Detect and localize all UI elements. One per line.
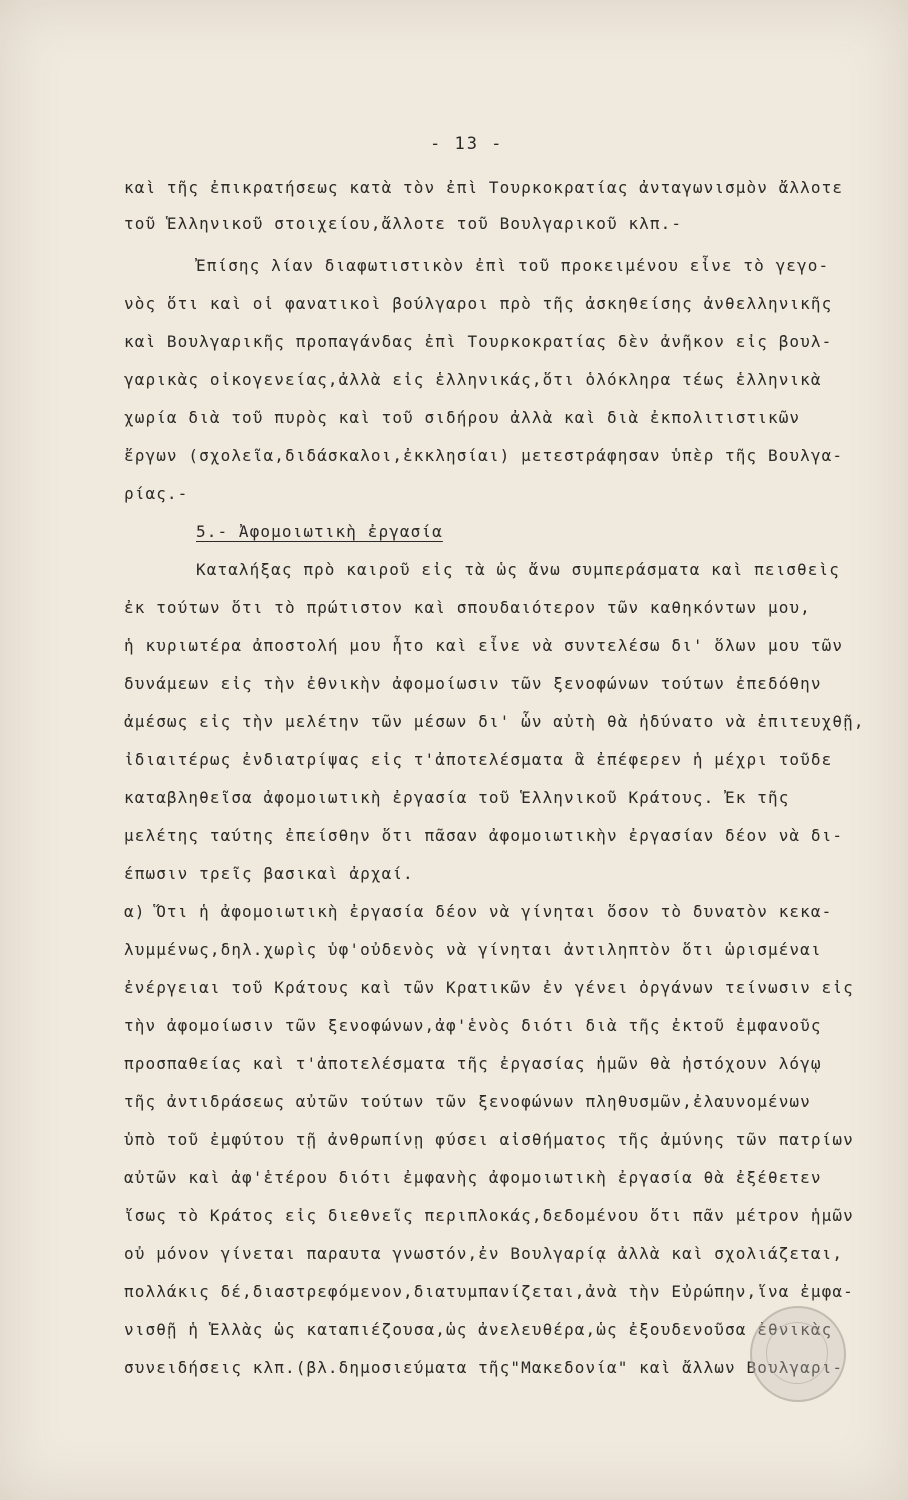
text-line: ἐνέργειαι τοῦ Κράτους καὶ τῶν Κρατικῶν ἐν γένει ὀργάνων τείνωσιν εἰς <box>124 978 854 997</box>
text-line: χωρία διὰ τοῦ πυρὸς καὶ τοῦ σιδήρου ἀλλὰ καὶ διὰ ἐκπολιτιστικῶν <box>124 408 801 427</box>
text-line: πολλάκις δέ,διαστρεφόμενον,διατυμπανίζεται,ἀνὰ τὴν Εὐρώπην,ἵνα ἐμφα- <box>124 1282 854 1301</box>
text-line: καταβληθεῖσα ἀφομοιωτικὴ ἐργασία τοῦ Ἑλληνικοῦ Κράτους. Ἐκ τῆς <box>124 788 790 807</box>
text-line: α) Ὅτι ἡ ἀφομοιωτικὴ ἐργασία δέον νὰ γίνηται ὅσον τὸ δυνατὸν κεκα- <box>124 902 833 921</box>
text-line: ἰδιαιτέρως ἐνδιατρίψας εἰς τ'ἀποτελέσματα ἃ ἐπέφερεν ἡ μέχρι τοῦδε <box>124 750 833 769</box>
section-heading: 5.- Ἀφομοιωτικὴ ἐργασία <box>196 522 443 541</box>
archive-stamp <box>750 1306 846 1402</box>
text-line: ρίας.- <box>124 484 189 503</box>
text-line: Καταλήξας πρὸ καιροῦ εἰς τὰ ὡς ἄνω συμπεράσματα καὶ πεισθεὶς <box>196 560 840 579</box>
text-line: αὐτῶν καὶ ἀφ'ἑτέρου διότι ἐμφανὴς ἀφομοιωτικὴ ἐργασία θὰ ἐξέθετεν <box>124 1168 822 1187</box>
text-line: Ἐπίσης λίαν διαφωτιστικὸν ἐπὶ τοῦ προκειμένου εἶνε τὸ γεγο- <box>196 256 830 275</box>
text-line: μελέτης ταύτης ἐπείσθην ὅτι πᾶσαν ἀφομοιωτικὴν ἐργασίαν δέον νὰ δι- <box>124 826 844 845</box>
text-line: καὶ Βουλγαρικῆς προπαγάνδας ἐπὶ Τουρκοκρατίας δὲν ἀνῆκον εἰς βουλ- <box>124 332 833 351</box>
page-number: - 13 - <box>430 134 504 154</box>
text-line: ἀμέσως εἰς τὴν μελέτην τῶν μέσων δι' ὧν αὐτὴ θὰ ἠδύνατο νὰ ἐπιτευχθῇ, <box>124 712 865 731</box>
text-line: έπωσιν τρεῖς βασικαὶ ἀρχαί. <box>124 864 414 883</box>
text-line: δυνάμεων εἰς τὴν ἐθνικὴν ἀφομοίωσιν τῶν ξενοφώνων τούτων ἐπεδόθην <box>124 674 822 693</box>
text-line: καὶ τῆς ἐπικρατήσεως κατὰ τὸν ἐπὶ Τουρκοκρατίας ἀνταγωνισμὸν ἄλλοτε <box>124 178 844 197</box>
text-line: ἡ κυριωτέρα ἀποστολή μου ἦτο καὶ εἶνε νὰ συντελέσω δι' ὅλων μου τῶν <box>124 636 844 655</box>
text-line: οὐ μόνον γίνεται παραυτα γνωστόν,ἐν Βουλγαρίᾳ ἀλλὰ καὶ σχολιάζεται, <box>124 1244 844 1263</box>
text-line: ἴσως τὸ Κράτος εἰς διεθνεῖς περιπλοκάς,δεδομένου ὅτι πᾶν μέτρον ἡμῶν <box>124 1206 854 1225</box>
text-line: ὑπὸ τοῦ ἐμφύτου τῇ ἀνθρωπίνῃ φύσει αἰσθήματος τῆς ἀμύνης τῶν πατρίων <box>124 1130 854 1149</box>
text-line: ἔργων (σχολεῖα,διδάσκαλοι,ἐκκλησίαι) μετεστράφησαν ὑπὲρ τῆς Βουλγα- <box>124 446 844 465</box>
text-line: λυμμένως,δηλ.χωρὶς ὑφ'οὐδενὸς νὰ γίνηται ἀντιληπτὸν ὅτι ὡρισμέναι <box>124 940 822 959</box>
text-line: τῆς ἀντιδράσεως αὐτῶν τούτων τῶν ξενοφώνων πληθυσμῶν,ἐλαυνομένων <box>124 1092 811 1111</box>
text-line: νισθῇ ἡ Ἑλλὰς ὡς καταπιέζουσα,ὡς ἀνελευθέρα,ὡς ἐξουδενοῦσα ἐθνικὰς <box>124 1320 833 1339</box>
text-line: γαρικὰς οἰκογενείας,ἀλλὰ εἰς ἑλληνικάς,ὅτι ὁλόκληρα τέως ἑλληνικὰ <box>124 370 822 389</box>
text-line: ἐκ τούτων ὅτι τὸ πρώτιστον καὶ σπουδαιότερον τῶν καθηκόντων μου, <box>124 598 811 617</box>
text-line: τοῦ Ἑλληνικοῦ στοιχείου,ἄλλοτε τοῦ Βουλγαρικοῦ κλπ.- <box>124 214 683 233</box>
text-line: τὴν ἀφομοίωσιν τῶν ξενοφώνων,ἀφ'ἑνὸς διότι διὰ τῆς ἐκτοῦ ἐμφανοῦς <box>124 1016 822 1035</box>
text-line: νὸς ὅτι καὶ οἱ φανατικοὶ βούλγαροι πρὸ τῆς ἀσκηθείσης ἀνθελληνικῆς <box>124 294 833 313</box>
text-line: συνειδήσεις κλπ.(βλ.δημοσιεύματα τῆς"Μακεδονία" καὶ ἄλλων Βουλγαρι- <box>124 1358 844 1377</box>
text-line: προσπαθείας καὶ τ'ἀποτελέσματα τῆς ἐργασίας ἡμῶν θὰ ἠστόχουν λόγῳ <box>124 1054 822 1073</box>
